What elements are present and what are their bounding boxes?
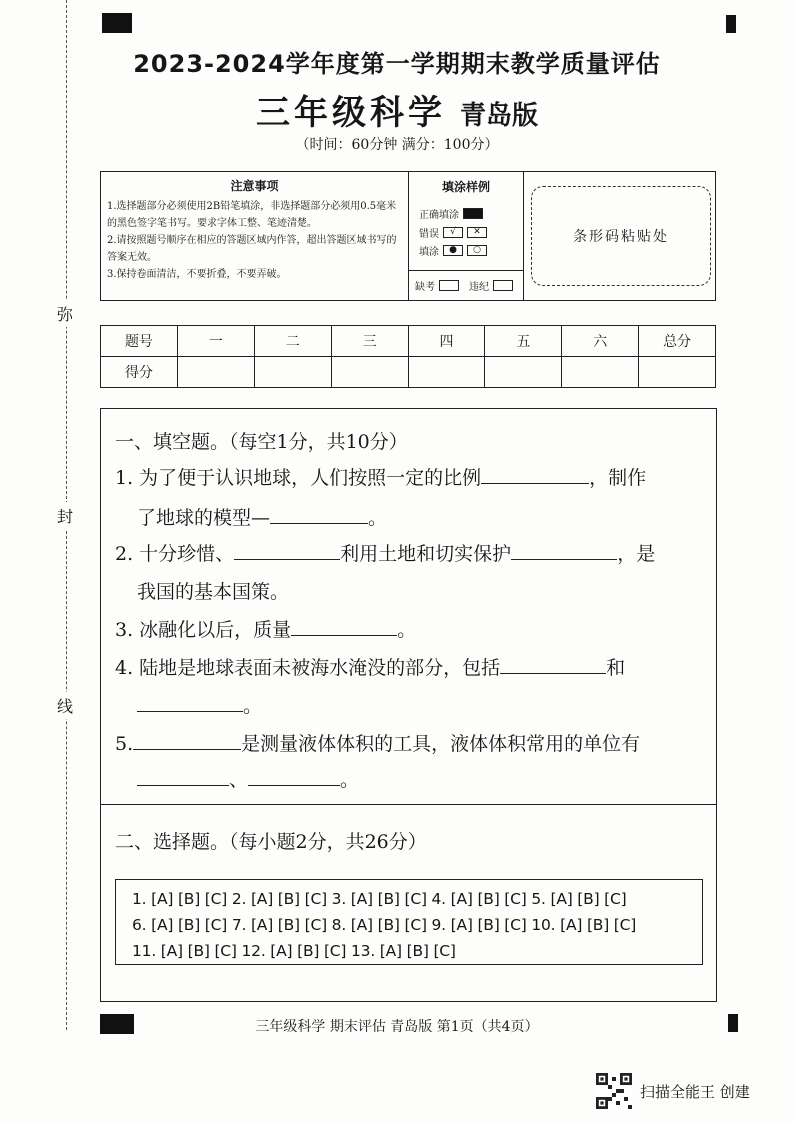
fill-sample-title: 填涂样例 (441, 180, 490, 194)
filled-box-icon (463, 208, 483, 219)
question-text: 。 (368, 507, 388, 529)
choice-row[interactable]: 1. [A] [B] [C] 2. [A] [B] [C] 3. [A] [B] [C] 4. [A] [B] [C] 5. [A] [B] [C] (132, 890, 627, 908)
binding-char-mi: 弥 (57, 300, 73, 327)
filled-dot-icon: ● (443, 245, 463, 256)
score-cell[interactable] (331, 357, 408, 388)
score-header-cell: 四 (408, 326, 485, 357)
qr-code-icon (596, 1073, 632, 1109)
answer-blank[interactable] (511, 541, 617, 560)
fill-wrong-label: 错误 (419, 229, 439, 240)
empty-circle-icon: ○ (467, 245, 487, 256)
section1-heading: 一、填空题。（每空1分，共10分） (115, 431, 408, 453)
question-1-line2 (137, 503, 387, 530)
answer-blank[interactable] (234, 541, 340, 560)
answer-blank[interactable] (500, 655, 606, 674)
question-text: 了地球的模型— (137, 507, 271, 529)
edition-name: 青岛版 (459, 101, 538, 131)
score-cell[interactable] (408, 357, 485, 388)
question-text: ，制作 (589, 467, 647, 489)
notice-item: 2.请按照题号顺序在相应的答题区域内作答，超出答题区域书写的答案无效。 (107, 235, 397, 263)
answer-blank[interactable] (133, 731, 241, 750)
score-header-cell: 三 (331, 326, 408, 357)
answer-blank[interactable] (291, 617, 397, 636)
question-text: 利用土地和切实保护 (340, 543, 512, 565)
choice-row[interactable]: 6. [A] [B] [C] 7. [A] [B] [C] 8. [A] [B] [C] 9. [A] [B] [C] 10. [A] [B] [C] (132, 916, 637, 934)
score-cell[interactable] (562, 357, 639, 388)
violation-label: 违纪 (469, 282, 489, 293)
question-5-line2 (137, 765, 359, 792)
score-header-cell: 题号 (101, 326, 178, 357)
exam-title: 2023-2024学年度第一学期期末教学质量评估 (133, 50, 661, 78)
answer-blank[interactable] (270, 505, 368, 524)
binding-char-xian: 线 (57, 692, 73, 719)
notice-item: 1.选择题部分必须使用2B铅笔填涂，非选择题部分必须用0.5毫米的黑色签字笔书写。要求字体工整、笔迹清楚。 (107, 201, 397, 229)
question-text: 1. 为了便于认识地球，人们按照一定的比例 (115, 467, 482, 489)
alignment-marker-top-left (102, 13, 132, 33)
question-text: 5. (115, 733, 134, 755)
score-header-row (101, 326, 716, 357)
fill-wrong-row (419, 225, 487, 240)
choice-row[interactable]: 11. [A] [B] [C] 12. [A] [B] [C] 13. [A] [B] [C] (132, 942, 456, 960)
question-5-line1 (115, 729, 640, 756)
notice-column (101, 172, 409, 300)
score-cell[interactable] (639, 357, 716, 388)
check-mark-icon: √ (443, 227, 463, 238)
scanner-label: 扫描全能王 创建 (640, 1082, 750, 1101)
score-header-cell: 二 (254, 326, 331, 357)
question-2-line2: 我国的基本国策。 (137, 581, 290, 603)
question-text: 、 (229, 769, 249, 791)
time-info: （时间：60分钟 满分：100分） (295, 137, 499, 153)
violation-checkbox[interactable] (493, 280, 513, 291)
answer-blank[interactable] (248, 767, 340, 786)
absent-violation-row (409, 270, 523, 300)
question-1-line1 (115, 463, 646, 490)
fill-sample-column (409, 172, 524, 300)
question-text: 3. 冰融化以后，质量 (115, 619, 292, 641)
page-footer: 三年级科学 期末评估 青岛版 第1页（共4页） (255, 1019, 539, 1035)
subject-name: 三年级科学 (255, 93, 446, 133)
section2-heading: 二、选择题。（每小题2分，共26分） (115, 831, 427, 853)
question-text: 是测量液体体积的工具，液体体积常用的单位有 (241, 733, 641, 755)
question-4-line1 (115, 653, 625, 680)
score-row (101, 357, 716, 388)
score-header-cell: 一 (177, 326, 254, 357)
score-header-cell: 五 (485, 326, 562, 357)
absent-checkbox[interactable] (439, 280, 459, 291)
score-cell[interactable] (254, 357, 331, 388)
score-header-cell: 总分 (639, 326, 716, 357)
answer-blank[interactable] (481, 465, 589, 484)
question-3 (115, 615, 416, 642)
fill-correct-row (419, 206, 483, 221)
cross-mark-icon: ✕ (467, 227, 487, 238)
question-text: 。 (243, 695, 263, 717)
question-text: 。 (340, 769, 360, 791)
question-text: 。 (397, 619, 417, 641)
fill-dot-label: 填涂 (419, 247, 439, 258)
fill-correct-label: 正确填涂 (419, 210, 459, 221)
notice-box (100, 171, 716, 301)
question-text: 和 (606, 657, 626, 679)
score-table (100, 325, 716, 388)
answer-blank[interactable] (137, 767, 229, 786)
question-text: ，是 (617, 543, 656, 565)
question-4-line2 (137, 691, 262, 718)
score-row-label: 得分 (101, 357, 178, 388)
score-cell[interactable] (177, 357, 254, 388)
fill-dot-row (419, 243, 487, 258)
choice-answer-box (115, 879, 703, 965)
notice-item: 3.保持卷面清洁，不要折叠，不要弄破。 (107, 269, 287, 280)
barcode-area: 条形码粘贴处 (531, 186, 711, 286)
section-divider (101, 804, 716, 805)
absent-label: 缺考 (415, 282, 435, 293)
score-cell[interactable] (485, 357, 562, 388)
notice-title: 注意事项 (230, 179, 279, 193)
answer-blank[interactable] (137, 693, 243, 712)
question-2-line1 (115, 539, 655, 566)
scanner-watermark (596, 1073, 750, 1109)
score-header-cell: 六 (562, 326, 639, 357)
binding-char-feng: 封 (57, 502, 73, 529)
question-text: 2. 十分珍惜、 (115, 543, 235, 565)
alignment-marker-top-right (726, 15, 736, 33)
question-text: 4. 陆地是地球表面未被海水淹没的部分，包括 (115, 657, 501, 679)
question-area (100, 408, 717, 1002)
subject-title (0, 85, 794, 134)
